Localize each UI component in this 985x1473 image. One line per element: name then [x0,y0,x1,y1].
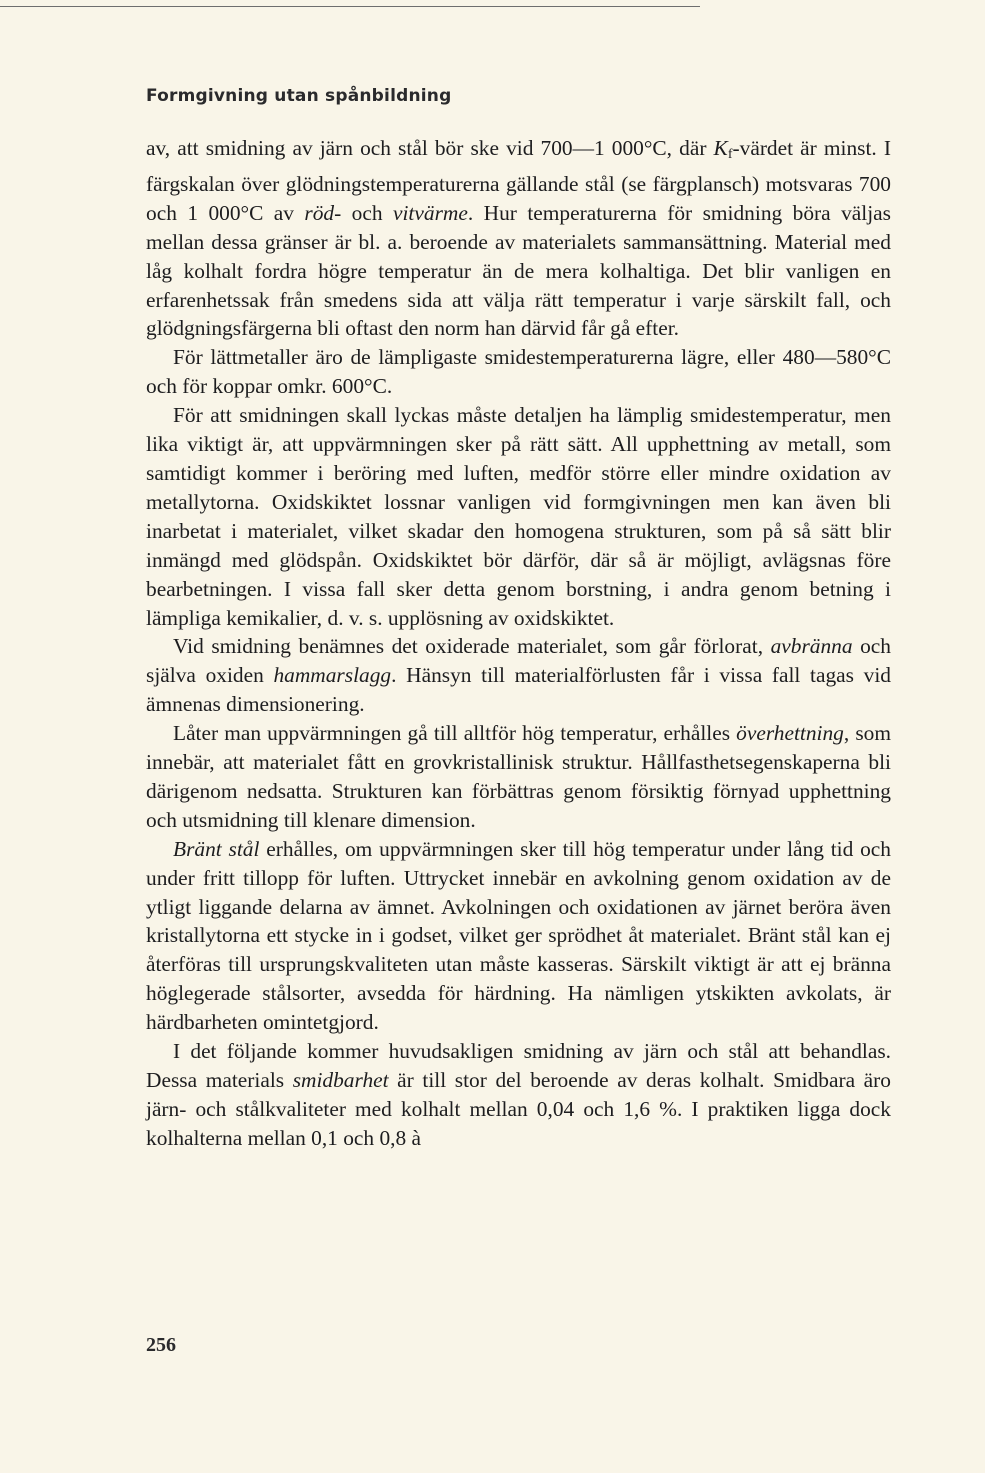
subscript-text: f [727,147,733,162]
italic-text: röd- [304,200,342,225]
italic-text: vitvärme [393,200,468,225]
italic-text: hammarslagg [273,663,392,688]
body-text [146,134,891,1153]
text-run: och själva oxiden [146,634,891,688]
italic-text: smidbarhet [292,1068,389,1092]
text-run: och [341,200,393,225]
text-run: Vid smidning benämnes det oxiderade materialet, som går förlorat, [173,634,771,659]
text-run: -värdet är minst. I färgskalan över glödningstemperaturerna gällande stål (se färgplansch) motsvaras 700 och 1 000°C av [146,136,891,225]
italic-text: Bränt stål [173,836,260,861]
text-run: av, att smidning av järn och stål bör ske vid 700—1 000°C, där [146,136,714,160]
text-run: . Hänsyn till materialförlusten får i vissa fall tagas vid ämnenas dimensionering. [146,663,891,717]
paragraph [146,1037,891,1153]
paragraph [146,134,891,343]
paragraph [146,632,891,719]
italic-text: överhettning [736,721,844,746]
text-run: Låter man uppvärmningen gå till alltför hög temperatur, erhålles [173,721,737,746]
paragraph [146,719,891,835]
running-head: Formgivning utan spånbildning [146,86,452,106]
paragraph [146,343,891,401]
top-edge-rule [0,6,700,7]
text-run: erhålles, om uppvärmningen sker till hög temperatur under lång tid och under fritt tillopp för luften. Uttrycket innebär en avkolning genom oxidation av de ytligt liggande delarna av ämnet. Avkolningen och oxidationen av järnet beröra även kristallytorna ett stycke in i godset, vilket ger sprödhet åt materialet. Bränt stål kan ej återföras till ursprungskvaliteten utan måste kasseras. Särskilt viktigt är att ej bränna höglegerade stålsorter, avsedda för härdning. Ha nämligen ytskikten avkolats, är härdbarheten omintetgjord. [146,836,891,1035]
text-run: För lättmetaller äro de lämpligaste smidestemperaturerna lägre, eller 480—580°C och för koppar omkr. 600°C. [146,345,891,399]
italic-text: avbränna [770,634,853,659]
text-run: , som innebär, att materialet fått en grovkristallinisk struktur. Hållfasthetsegenskaperna bli därigenom nedsatta. Strukturen kan förbättras genom försiktig förnyad upphettning och utsmidning till klenare dimension. [146,721,891,832]
paragraph [146,835,891,1037]
paragraph [146,401,891,632]
text-run: är till stor del beroende av deras kolhalt. Smidbara äro järn- och stålkvaliteter med kolhalt mellan 0,04 och 1,6 %. I praktiken ligga dock kolhalterna mellan 0,1 och 0,8 à [146,1068,891,1150]
text-run: . Hur temperaturerna för smidning böra väljas mellan dessa gränser är bl. a. beroende av materialets sammansättning. Material med låg kolhalt fordra högre temperatur än de mera kolhaltiga. Det blir vanligen en erfarenhetssak från smedens sida att välja rätt temperatur i varje särskilt fall, och glödgningsfärgerna bli oftast den norm han därvid får gå efter. [146,200,891,341]
text-run: I det följande kommer huvudsakligen smidning av järn och stål att behandlas. Dessa materials [146,1039,891,1092]
text-run: För att smidningen skall lyckas måste detaljen ha lämplig smidestemperatur, men lika viktigt är, att uppvärmningen sker på rätt sätt. All upphettning av metall, som samtidigt kommer i beröring med luften, medför större eller mindre oxidation av metallytorna. Oxidskiktet lossnar vanligen vid formgivningen men kan även bli inarbetat i materialet, vilket skadar den homogena strukturen, som på så sätt blir inmängd med glödspån. Oxidskiktet bör därför, där så är möjligt, avlägsnas före bearbetningen. I vissa fall sker detta genom borstning, i andra genom betning i lämpliga kemikalier, d. v. s. upplösning av oxidskiktet. [146,403,891,630]
page-number: 256 [146,1334,176,1356]
italic-text: K [713,136,728,160]
